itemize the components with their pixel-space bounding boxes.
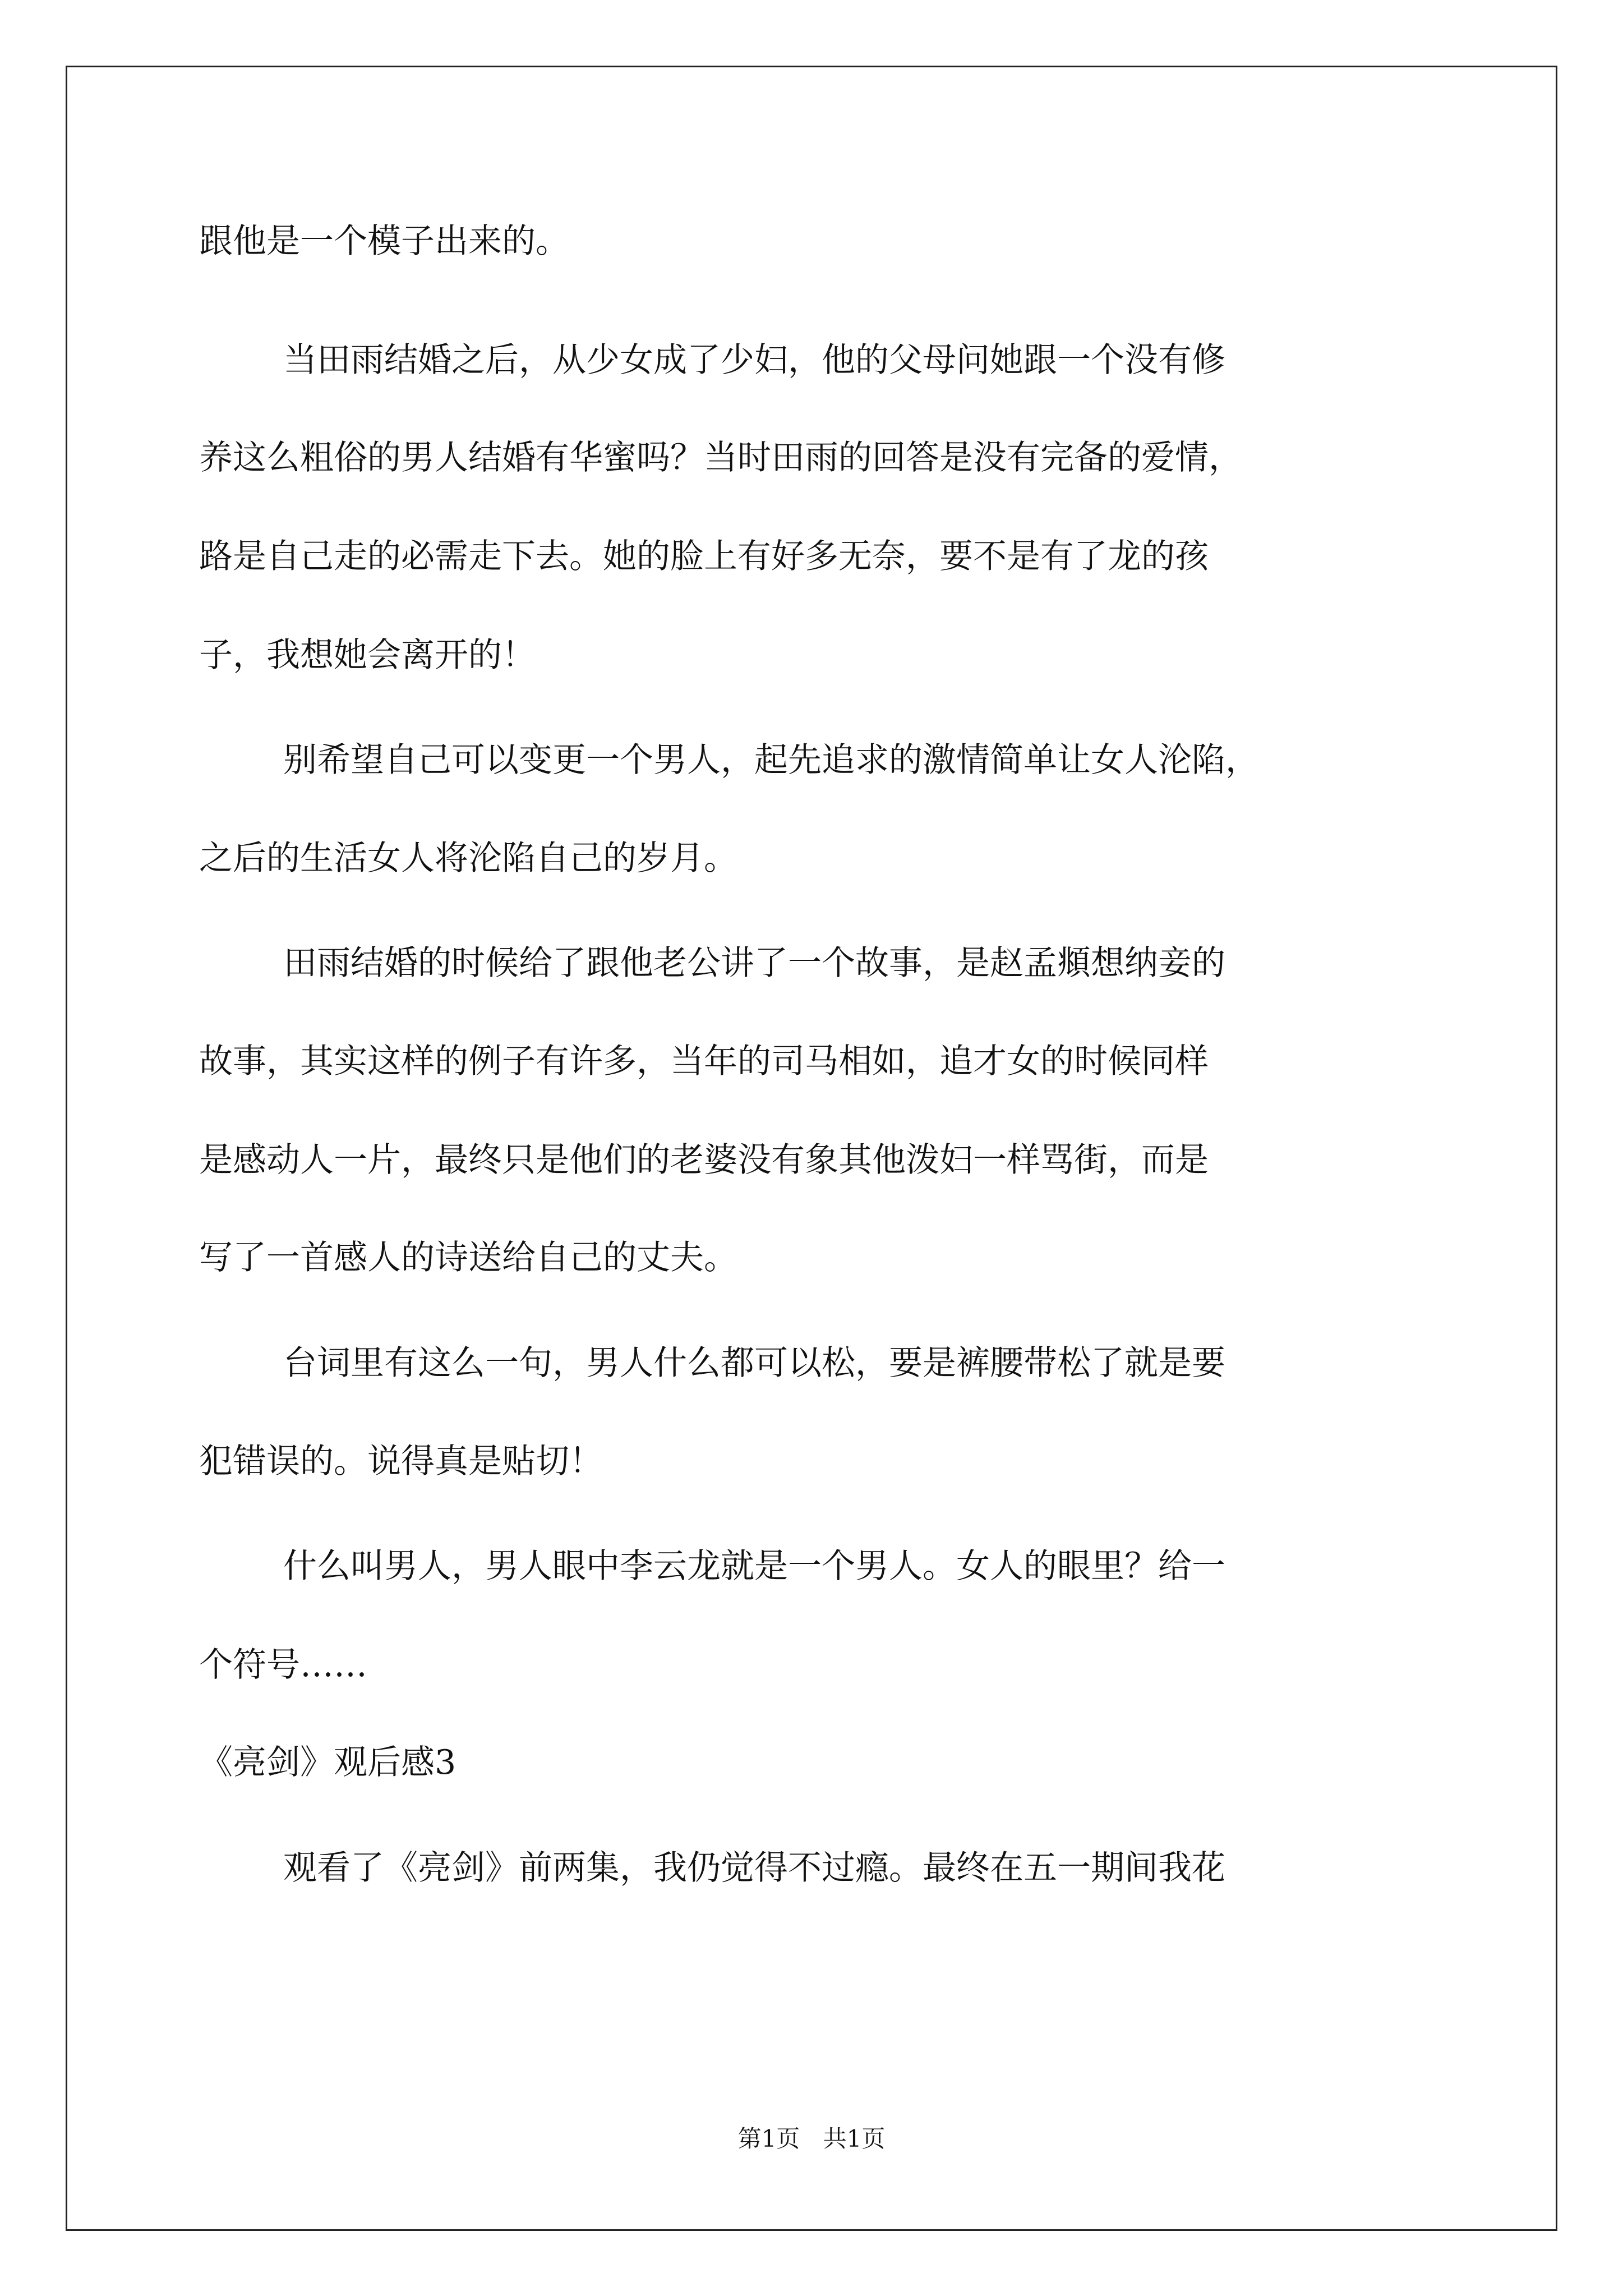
- paragraph-line: 当田雨结婚之后，从少女成了少妇，他的父母问她跟一个没有修: [283, 341, 1225, 380]
- paragraph-line: 观看了《亮剑》前两集，我仍觉得不过瘾。最终在五一期间我花: [283, 1848, 1225, 1888]
- page-total: 共1页: [823, 2125, 886, 2152]
- paragraph-line: 什么叫男人，男人眼中李云龙就是一个男人。女人的眼里？给一: [283, 1547, 1225, 1586]
- paragraph-line: 写了一首感人的诗送给自己的丈夫。: [199, 1238, 737, 1277]
- paragraph-line: 田雨结婚的时候给了跟他老公讲了一个故事，是赵孟頫想纳妾的: [283, 944, 1225, 983]
- paragraph-line: 个符号……: [199, 1645, 367, 1685]
- paragraph-line: 别希望自己可以变更一个男人，起先追求的激情简单让女人沦陷，: [283, 740, 1259, 780]
- paragraph-line: 路是自己走的必需走下去。她的脸上有好多无奈，要不是有了龙的孩: [199, 537, 1209, 576]
- paragraph-line: 之后的生活女人将沦陷自己的岁月。: [199, 839, 737, 878]
- paragraph-line: 台词里有这么一句，男人什么都可以松，要是裤腰带松了就是要: [283, 1343, 1225, 1383]
- paragraph-line: 是感动人一片，最终只是他们的老婆没有象其他泼妇一样骂街，而是: [199, 1140, 1209, 1180]
- section-heading: 《亮剑》观后感3: [199, 1743, 457, 1782]
- page-number: 第1页: [737, 2125, 800, 2152]
- paragraph-line: 犯错误的。说得真是贴切！: [199, 1442, 603, 1481]
- paragraph-line: 跟他是一个模子出来的。: [199, 222, 569, 261]
- paragraph-line: 养这么粗俗的男人结婚有华蜜吗？当时田雨的回答是没有完备的爱情，: [199, 438, 1242, 477]
- page-footer: [0, 2127, 1623, 2151]
- paragraph-line: 故事，其实这样的例子有许多，当年的司马相如，追才女的时候同样: [199, 1042, 1209, 1081]
- paragraph-line: 子，我想她会离开的！: [199, 636, 536, 675]
